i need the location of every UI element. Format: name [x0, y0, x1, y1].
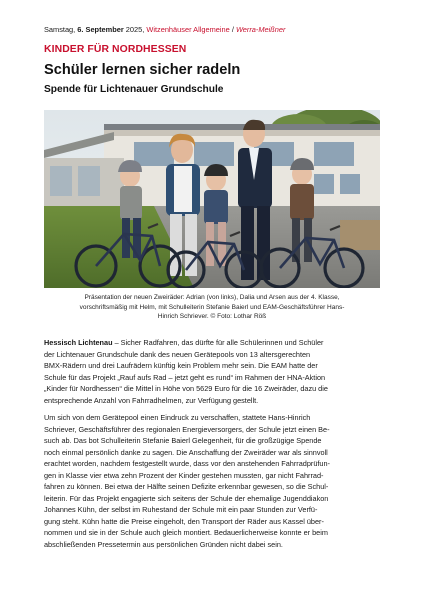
- body-line: abschließenden Pressetermin aus persönlichen Gründen nicht dabei sein.: [44, 539, 283, 549]
- body-line: such ab. Das bot Schulleiterin Stefanie Baierl Gelegenheit, für die großzügige Spende: [44, 436, 322, 445]
- body-line: BMX-Rädern und drei Laufrädern künftig kein Problem mehr sein. Die EAM hatte der: [44, 361, 318, 370]
- photo-caption: [44, 293, 380, 322]
- dateline-weekday: Samstag,: [44, 25, 76, 34]
- article-photo: [44, 110, 380, 288]
- body-line: erachtet worden, nachdem festgestellt wurde, dass vor den anstehenden Fahrradprüfun-: [44, 459, 330, 468]
- kicker: KINDER FÜR NORDHESSEN: [44, 44, 187, 55]
- headline: Schüler lernen sicher radeln: [44, 62, 241, 78]
- body-line: leiterin. Für das Projekt engagierte sich seitens der Schule der ehemalige Jugenddiakon: [44, 493, 329, 503]
- article-body: [44, 337, 380, 550]
- dateline: [44, 25, 286, 34]
- body-line: entsprechende Anzahl von Fahrradhelmen, zur Verfügung gestellt.: [44, 395, 259, 405]
- body-line: Hessisch Lichtenau – Sicher Radfahren, das dürfte für alle Schülerinnen und Schüler: [44, 338, 324, 347]
- dateline-year: 2025,: [125, 25, 145, 34]
- caption-line: Präsentation der neuen Zweiräder: Adrian (von links), Dalia und Arsen aus der 4. Klasse,: [84, 294, 340, 301]
- dateline-separator: /: [231, 25, 234, 34]
- subheadline: Spende für Lichtenauer Grundschule: [44, 84, 224, 95]
- dateline-paper: Witzenhäuser Allgemeine: [146, 25, 230, 34]
- lead-location: Hessisch Lichtenau: [44, 338, 113, 347]
- body-line: Schule für das Projekt „Rauf aufs Rad – jetzt geht es rund“ im Rahmen der HNA-Aktion: [44, 372, 326, 382]
- caption-line: vorschriftsmäßig mit Helm, mit Schulleiterin Stefanie Baierl und EAM-Geschäftsführer Hans-: [79, 303, 345, 311]
- dateline-date: 6. September: [77, 25, 124, 34]
- body-line: nommen und sie in der Schule auch gleich montiert. Bedauerlicherweise konnte er beim: [44, 528, 328, 537]
- body-line: gen in Klasse vier etwa zehn Prozent der Kinder gestehen mussten, gar nicht Fahrrad-: [44, 470, 324, 480]
- dateline-edition: Werra-Meißner: [235, 25, 286, 34]
- body-line: Johannes Kühn, der selbst im Ruhestand der Schule mit ein paar Stunden zur Verfü-: [44, 505, 318, 514]
- body-line: fahren zu können. Bei etwa der Hälfte seinen Defizite erkennbar gewesen, so die Schul-: [44, 482, 329, 491]
- body-line: gung steht. Kühn hatte die Preise eingeholt, den Transport der Räder aus Kassel über-: [44, 516, 324, 526]
- caption-line: Hinrich Schriever. © Foto: Lothar Röß: [157, 313, 267, 321]
- body-line: Schriever, Geschäftsführer des regionalen Energieversorgers, der Schule jetzt einen Be-: [44, 424, 330, 434]
- body-line: Um sich von dem Gerätepool einen Eindruck zu verschaffen, stattete Hans-Hinrich: [44, 413, 311, 422]
- body-line: „Kinder für Nordhessen“ die Mittel in Höhe von 5629 Euro für die 16 Zweiräder, dazu die: [44, 384, 328, 393]
- body-line: noch einmal persönlich danke zu sagen. Die Anschaffung der Zweiräder war als sinnvoll: [44, 447, 328, 457]
- body-line: der Lichtenauer Grundschule dank des neuen Gerätepools von 13 altersgerechten: [44, 349, 311, 359]
